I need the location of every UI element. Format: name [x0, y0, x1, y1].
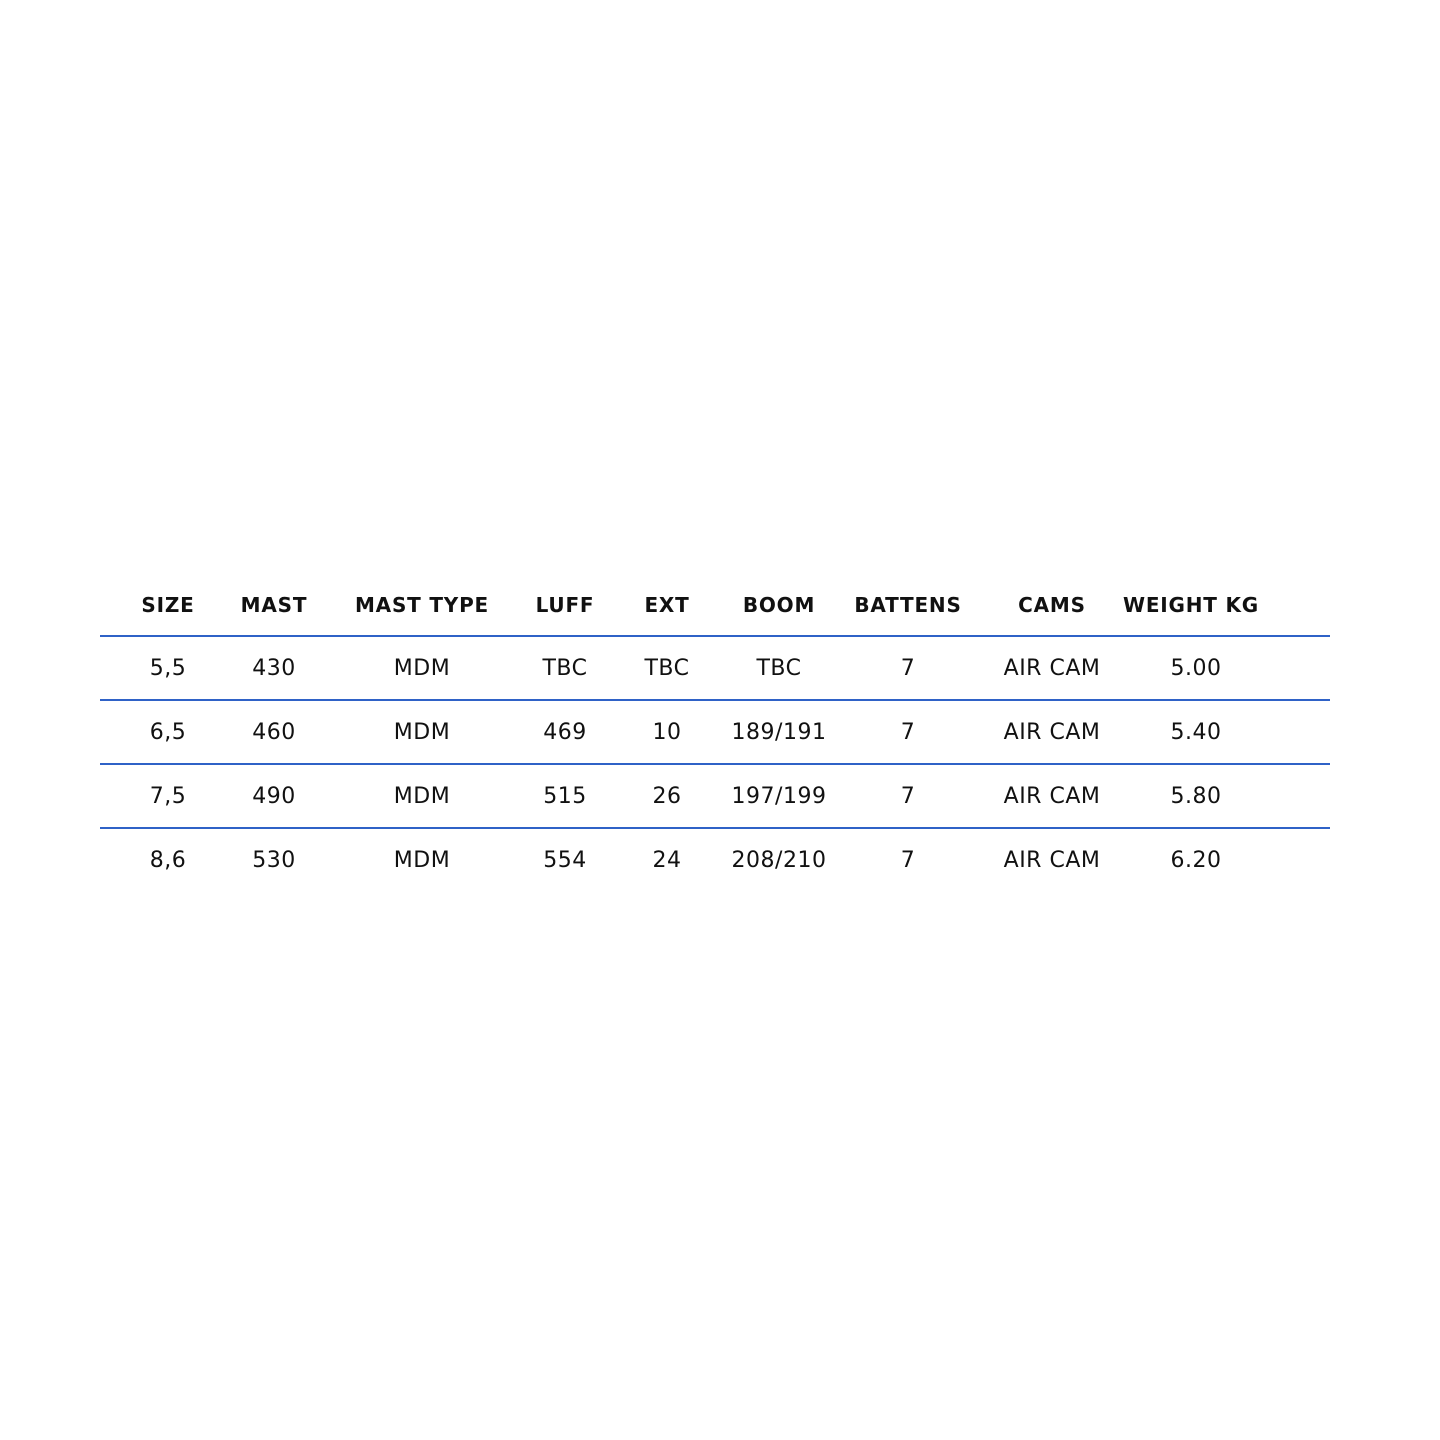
cell-weight: 5.40	[1170, 719, 1222, 745]
cell-size: 7,5	[149, 783, 187, 809]
table-row	[100, 765, 1330, 827]
cell-cams: AIR CAM	[1003, 719, 1101, 745]
cell-mast-type: MDM	[393, 847, 451, 873]
cell-luff: 554	[543, 847, 587, 873]
table-row	[100, 637, 1330, 699]
cell-boom: TBC	[756, 655, 802, 681]
header-boom: BOOM	[742, 593, 816, 617]
spec-table	[100, 575, 1330, 891]
header-size: SIZE	[141, 593, 195, 617]
cell-ext: TBC	[644, 655, 690, 681]
cell-battens: 7	[900, 655, 916, 681]
cell-cams: AIR CAM	[1003, 847, 1101, 873]
header-luff: LUFF	[535, 593, 595, 617]
cell-size: 6,5	[149, 719, 187, 745]
cell-weight: 5.00	[1170, 655, 1222, 681]
cell-cams: AIR CAM	[1003, 655, 1101, 681]
cell-mast: 490	[252, 783, 296, 809]
cell-weight: 5.80	[1170, 783, 1222, 809]
table-row	[100, 701, 1330, 763]
cell-size: 8,6	[149, 847, 187, 873]
cell-luff: 515	[543, 783, 587, 809]
cell-boom: 197/199	[731, 783, 827, 809]
header-mast-type: MAST TYPE	[354, 593, 490, 617]
cell-weight: 6.20	[1170, 847, 1222, 873]
cell-battens: 7	[900, 719, 916, 745]
cell-ext: 24	[652, 847, 682, 873]
cell-ext: 10	[652, 719, 682, 745]
header-weight-kg: WEIGHT KG	[1122, 593, 1260, 617]
cell-mast: 460	[252, 719, 296, 745]
table-header-row	[100, 575, 1330, 635]
header-battens: BATTENS	[854, 593, 962, 617]
cell-luff: 469	[543, 719, 587, 745]
cell-boom: 189/191	[731, 719, 827, 745]
header-mast: MAST	[240, 593, 308, 617]
cell-size: 5,5	[149, 655, 187, 681]
cell-mast: 530	[252, 847, 296, 873]
cell-boom: 208/210	[731, 847, 827, 873]
cell-battens: 7	[900, 847, 916, 873]
cell-mast-type: MDM	[393, 655, 451, 681]
cell-mast: 430	[252, 655, 296, 681]
cell-mast-type: MDM	[393, 719, 451, 745]
table-row	[100, 829, 1330, 891]
cell-luff: TBC	[542, 655, 588, 681]
header-ext: EXT	[644, 593, 690, 617]
header-cams: CAMS	[1018, 593, 1086, 617]
cell-battens: 7	[900, 783, 916, 809]
cell-cams: AIR CAM	[1003, 783, 1101, 809]
cell-ext: 26	[652, 783, 682, 809]
cell-mast-type: MDM	[393, 783, 451, 809]
